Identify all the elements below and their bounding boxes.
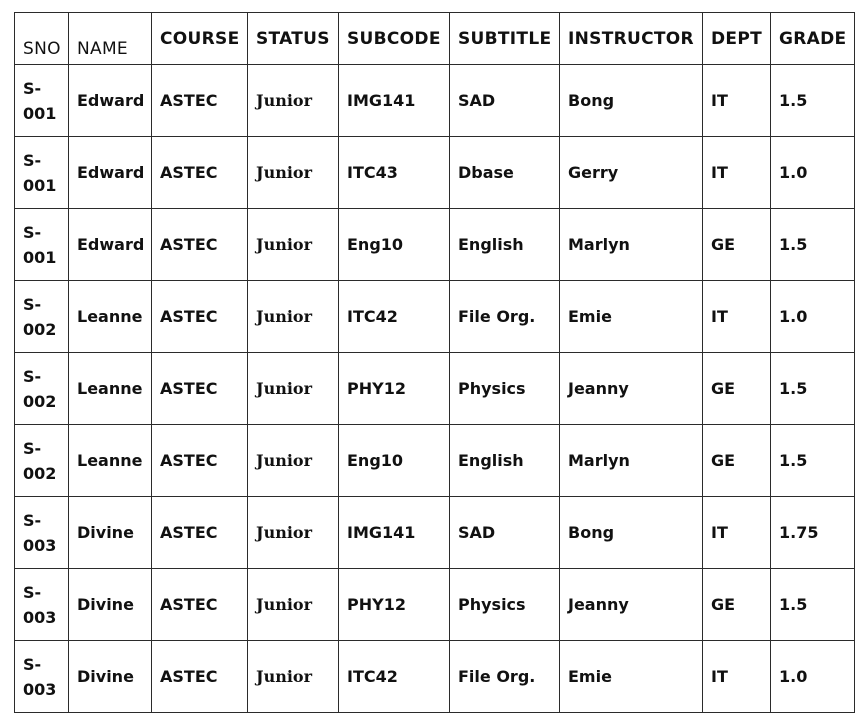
cell-subcode: IMG141 xyxy=(339,497,450,569)
cell-status: Junior xyxy=(248,569,339,641)
cell-sno-prefix: S- xyxy=(23,78,42,98)
cell-course: ASTEC xyxy=(152,65,248,137)
header-status: STATUS xyxy=(248,13,339,65)
table-row xyxy=(15,65,855,137)
cell-name: Divine xyxy=(69,641,152,713)
cell-subcode: ITC43 xyxy=(339,137,450,209)
cell-name: Edward xyxy=(69,209,152,281)
header-subcode: SUBCODE xyxy=(339,13,450,65)
cell-course: ASTEC xyxy=(152,425,248,497)
cell-instructor: Jeanny xyxy=(560,569,703,641)
table-row xyxy=(15,281,855,353)
cell-dept: IT xyxy=(703,641,771,713)
cell-instructor: Jeanny xyxy=(560,353,703,425)
cell-sno-prefix: S- xyxy=(23,150,42,170)
cell-sno-number: 001 xyxy=(23,103,57,123)
cell-dept: GE xyxy=(703,353,771,425)
table-row xyxy=(15,641,855,713)
cell-grade: 1.75 xyxy=(771,497,855,569)
cell-sno-prefix: S- xyxy=(23,294,42,314)
cell-subtitle: Dbase xyxy=(450,137,560,209)
cell-instructor: Marlyn xyxy=(560,425,703,497)
cell-dept: IT xyxy=(703,137,771,209)
cell-course: ASTEC xyxy=(152,137,248,209)
table-row xyxy=(15,497,855,569)
table-row xyxy=(15,209,855,281)
cell-subtitle: File Org. xyxy=(450,281,560,353)
cell-subcode: PHY12 xyxy=(339,353,450,425)
cell-instructor: Emie xyxy=(560,641,703,713)
cell-sno-number: 001 xyxy=(23,175,57,195)
cell-grade: 1.5 xyxy=(771,425,855,497)
header-subtitle: SUBTITLE xyxy=(450,13,560,65)
cell-name: Divine xyxy=(69,569,152,641)
table-body xyxy=(15,65,855,713)
cell-sno xyxy=(15,137,69,209)
cell-dept: GE xyxy=(703,425,771,497)
cell-grade: 1.0 xyxy=(771,137,855,209)
cell-course: ASTEC xyxy=(152,569,248,641)
cell-dept: IT xyxy=(703,497,771,569)
cell-subtitle: English xyxy=(450,425,560,497)
header-grade: GRADE xyxy=(771,13,855,65)
cell-dept: GE xyxy=(703,569,771,641)
cell-status: Junior xyxy=(248,209,339,281)
header-sno: SNO xyxy=(15,13,69,65)
cell-status: Junior xyxy=(248,65,339,137)
cell-instructor: Bong xyxy=(560,497,703,569)
cell-status: Junior xyxy=(248,353,339,425)
cell-sno-number: 002 xyxy=(23,463,57,483)
cell-name: Leanne xyxy=(69,281,152,353)
cell-name: Leanne xyxy=(69,353,152,425)
cell-name: Divine xyxy=(69,497,152,569)
cell-sno-prefix: S- xyxy=(23,582,42,602)
cell-sno-number: 002 xyxy=(23,391,57,411)
cell-dept: IT xyxy=(703,65,771,137)
cell-grade: 1.5 xyxy=(771,353,855,425)
header-course: COURSE xyxy=(152,13,248,65)
header-dept: DEPT xyxy=(703,13,771,65)
cell-sno xyxy=(15,497,69,569)
cell-sno xyxy=(15,353,69,425)
cell-instructor: Gerry xyxy=(560,137,703,209)
cell-subcode: ITC42 xyxy=(339,281,450,353)
cell-name: Edward xyxy=(69,137,152,209)
cell-sno xyxy=(15,281,69,353)
cell-subtitle: SAD xyxy=(450,497,560,569)
cell-sno-prefix: S- xyxy=(23,438,42,458)
cell-sno xyxy=(15,425,69,497)
cell-sno-prefix: S- xyxy=(23,510,42,530)
cell-course: ASTEC xyxy=(152,641,248,713)
cell-sno-number: 003 xyxy=(23,679,57,699)
cell-subtitle: English xyxy=(450,209,560,281)
cell-course: ASTEC xyxy=(152,497,248,569)
cell-sno-number: 001 xyxy=(23,247,57,267)
cell-course: ASTEC xyxy=(152,209,248,281)
cell-instructor: Marlyn xyxy=(560,209,703,281)
cell-instructor: Emie xyxy=(560,281,703,353)
cell-course: ASTEC xyxy=(152,353,248,425)
cell-grade: 1.0 xyxy=(771,641,855,713)
table-row xyxy=(15,353,855,425)
cell-status: Junior xyxy=(248,425,339,497)
cell-subtitle: Physics xyxy=(450,353,560,425)
cell-grade: 1.5 xyxy=(771,209,855,281)
cell-course: ASTEC xyxy=(152,281,248,353)
cell-status: Junior xyxy=(248,641,339,713)
cell-sno-prefix: S- xyxy=(23,222,42,242)
table-row xyxy=(15,569,855,641)
cell-subtitle: File Org. xyxy=(450,641,560,713)
table-row xyxy=(15,137,855,209)
cell-sno-prefix: S- xyxy=(23,654,42,674)
student-grades-table xyxy=(14,12,855,713)
header-instructor: INSTRUCTOR xyxy=(560,13,703,65)
cell-subcode: Eng10 xyxy=(339,209,450,281)
cell-subcode: PHY12 xyxy=(339,569,450,641)
cell-status: Junior xyxy=(248,137,339,209)
cell-sno xyxy=(15,569,69,641)
cell-status: Junior xyxy=(248,281,339,353)
cell-name: Leanne xyxy=(69,425,152,497)
cell-sno-number: 002 xyxy=(23,319,57,339)
cell-dept: IT xyxy=(703,281,771,353)
cell-sno xyxy=(15,209,69,281)
cell-status: Junior xyxy=(248,497,339,569)
cell-instructor: Bong xyxy=(560,65,703,137)
table-row xyxy=(15,425,855,497)
cell-sno-prefix: S- xyxy=(23,366,42,386)
cell-subtitle: Physics xyxy=(450,569,560,641)
cell-subcode: Eng10 xyxy=(339,425,450,497)
cell-name: Edward xyxy=(69,65,152,137)
header-name: NAME xyxy=(69,13,152,65)
cell-dept: GE xyxy=(703,209,771,281)
cell-grade: 1.5 xyxy=(771,569,855,641)
header-row xyxy=(15,13,855,65)
cell-subcode: ITC42 xyxy=(339,641,450,713)
cell-sno xyxy=(15,65,69,137)
cell-grade: 1.5 xyxy=(771,65,855,137)
cell-sno-number: 003 xyxy=(23,535,57,555)
cell-sno-number: 003 xyxy=(23,607,57,627)
cell-subcode: IMG141 xyxy=(339,65,450,137)
cell-sno xyxy=(15,641,69,713)
cell-grade: 1.0 xyxy=(771,281,855,353)
cell-subtitle: SAD xyxy=(450,65,560,137)
